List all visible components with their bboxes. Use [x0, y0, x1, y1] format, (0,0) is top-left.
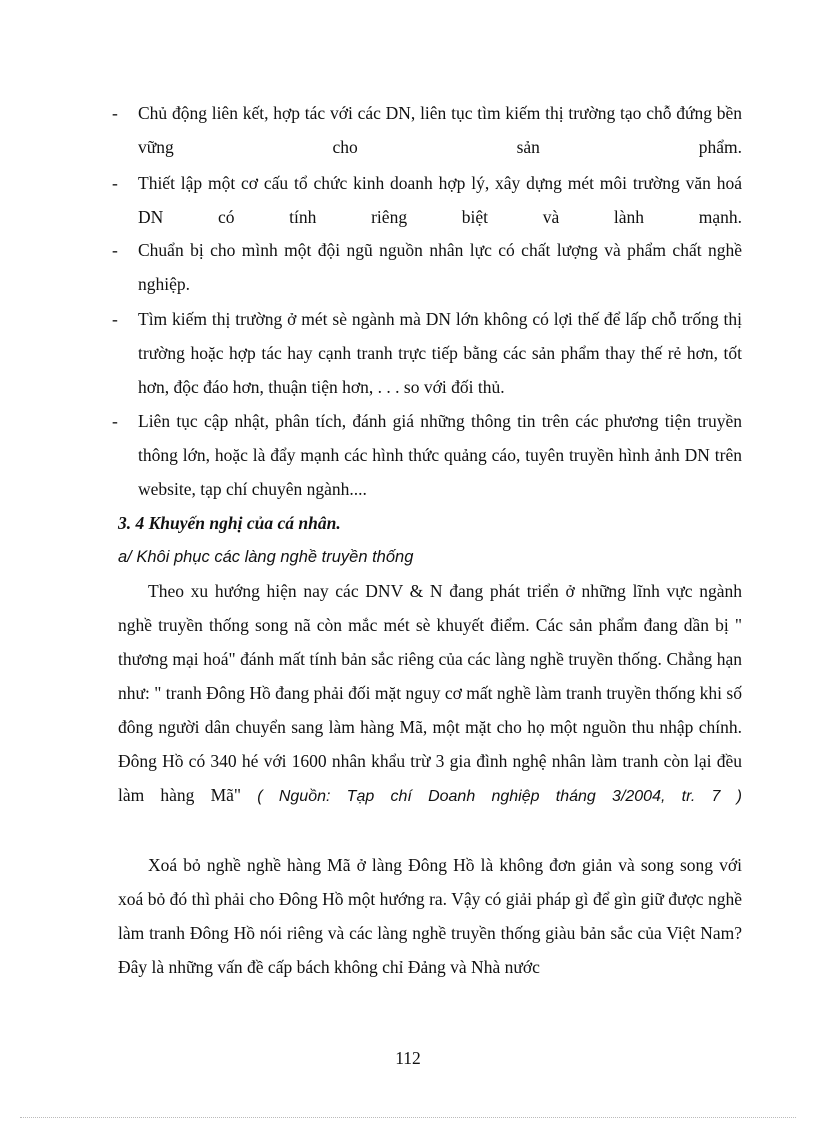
- section-heading: 3. 4 Khuyến nghị của cá nhân.: [118, 513, 341, 533]
- bullet-item: [112, 166, 742, 234]
- body-paragraph: [118, 848, 742, 984]
- page-divider: [20, 1117, 796, 1118]
- subsection-heading: a/ Khôi phục các làng nghề truyền thống: [118, 548, 414, 566]
- source-citation: ( Nguồn: Tạp chí Doanh nghiệp tháng 3/2004, tr. 7 ): [257, 788, 743, 805]
- bullet-item: [112, 233, 742, 301]
- bullet-marker: -: [112, 309, 118, 329]
- bullet-text: Tìm kiếm thị trường ở mét sè ngành mà DN lớn không có lợi thế để lấp chỗ trống thị trường hoặc hợp tác hay cạnh tranh trực tiếp bằng các sản phẩm thay thế rẻ hơn, tốt hơn, độc đáo hơn, thuận tiện hơn, . . . so với đối thủ.: [138, 309, 742, 397]
- paragraph-text: Xoá bỏ nghề nghề hàng Mã ở làng Đông Hồ là không đơn giản và song song với xoá bỏ đó thì phải cho Đông Hồ một hướng ra. Vậy có giải pháp gì để gìn giữ được nghề làm tranh Đông Hồ nói riêng và các làng nghề truyền thống giàu bản sắc của Việt Nam? Đây là những vấn đề cấp bách không chỉ Đảng và Nhà nước: [118, 855, 742, 977]
- bullet-text: Chuẩn bị cho mình một đội ngũ nguồn nhân lực có chất lượng và phẩm chất nghề nghiệp.: [138, 240, 742, 294]
- paragraph-text: Theo xu hướng hiện nay các DNV & N đang phát triển ở những lĩnh vực ngành nghề truyền thống song nã còn mắc mét sè khuyết điểm. Các sản phẩm đang dần bị " thương mại hoá" đánh mất tính bản sắc riêng của các làng nghề truyền thống. Chẳng hạn như: " tranh Đông Hồ đang phải đối mặt nguy cơ mất nghề làm tranh truyền thống khi số đông người dân chuyển sang làm hàng Mã, một mặt cho họ một nguồn thu nhập chính. Đông Hồ có 340 hé với 1600 nhân khẩu trừ 3 gia đình nghệ nhân làm tranh còn lại đều làm hàng Mã": [118, 581, 742, 805]
- page-number: 112: [395, 1048, 421, 1068]
- bullet-item: [112, 96, 742, 164]
- bullet-text: Thiết lập một cơ cấu tổ chức kinh doanh hợp lý, xây dựng mét môi trường văn hoá DN có tính riêng biệt và lành mạnh.: [138, 173, 742, 227]
- bullet-marker: -: [112, 411, 118, 431]
- bullet-item: [112, 302, 742, 404]
- bullet-item: [112, 404, 742, 506]
- bullet-marker: -: [112, 173, 118, 193]
- bullet-text: Liên tục cập nhật, phân tích, đánh giá những thông tin trên các phương tiện truyền thông lớn, hoặc là đẩy mạnh các hình thức quảng cáo, tuyên truyền hình ảnh DN trên website, tạp chí chuyên ngành....: [138, 411, 742, 499]
- body-paragraph: [118, 574, 742, 814]
- bullet-marker: -: [112, 103, 118, 123]
- bullet-text: Chủ động liên kết, hợp tác với các DN, liên tục tìm kiếm thị trường tạo chỗ đứng bền vững cho sản phẩm.: [138, 103, 742, 157]
- bullet-marker: -: [112, 240, 118, 260]
